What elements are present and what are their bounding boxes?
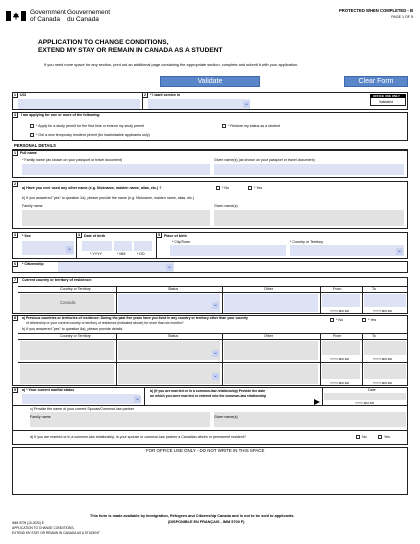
spouse-given-input[interactable] <box>214 412 406 427</box>
prev-col-country: Country or Territory <box>60 334 91 338</box>
service-language-label: * I want service in <box>150 93 181 97</box>
q5-number: 2 <box>14 182 16 186</box>
marriage-date-label-2: on which you were married or entered into the common-law relationship <box>150 394 267 398</box>
other-given-name-input[interactable] <box>214 210 404 226</box>
prev-col-from: From <box>333 334 342 338</box>
country-birth-label: * Country or Territory <box>290 240 324 244</box>
sex-label: * Sex <box>22 234 31 238</box>
q12-number: 9 <box>14 388 16 392</box>
gov-fr-2: du Canada <box>67 16 99 23</box>
form-title-line2: EXTEND MY STAY OR REMAIN IN CANADA AS A STUDENT <box>38 47 223 54</box>
footer-note: This form is made available by Immigration, Refugees and Citizenship Canada and is not to be sold to applicants. <box>90 514 295 518</box>
personal-details-heading: PERSONAL DETAILS <box>14 143 56 148</box>
restore-status-label: * Restore my status as a student <box>228 124 280 128</box>
residence-to-input[interactable] <box>364 294 406 307</box>
canada-flag-icon <box>6 8 26 18</box>
prev-col-to: To <box>372 334 376 338</box>
other-name-no-label: * No <box>222 186 229 190</box>
other-given-name-label: Given name(s) <box>214 204 238 208</box>
given-name-label: Given name(s) (as shown on your passport or travel document) <box>214 158 315 162</box>
gov-fr-1: Gouvernement <box>67 9 110 16</box>
page-number: PAGE 1 OF 5 <box>391 15 413 19</box>
prev-status-2[interactable] <box>118 364 220 384</box>
spouse-given-label-text: Given name(s) <box>214 415 238 419</box>
q7-number: 4 <box>78 233 80 237</box>
other-name-yes-radio[interactable] <box>248 186 252 190</box>
spouse-family-label-text: Family name <box>30 415 51 419</box>
q9-number: 6 <box>14 262 16 266</box>
prev-status-1[interactable] <box>118 341 220 360</box>
study-permit-checkbox[interactable] <box>30 124 34 128</box>
other-name-question: a) Have you ever used any other name (e.g. Nickname, maiden name, alias, etc.) ? <box>22 186 162 190</box>
marriage-date-col: Date <box>368 388 376 392</box>
chevron-down-icon[interactable]: ⌄ <box>166 264 173 270</box>
col-to: To <box>372 287 376 291</box>
to-date-hint: YYYY-MM-DD <box>373 309 393 313</box>
col-other: Other <box>264 287 273 291</box>
marriage-date-input[interactable] <box>324 393 406 400</box>
spouse-citizen-question: d) If you are married or in a common-law relationship, is your spouse or common-law partner a Canadian citizen or permanent resident? <box>30 435 246 439</box>
office-use-title: OFFICE USE ONLY <box>373 94 400 98</box>
dob-month-input[interactable] <box>114 241 132 251</box>
residence-status-select[interactable] <box>118 294 220 312</box>
residence-from-input[interactable] <box>322 294 360 307</box>
prev-residence-yes-label: * Yes <box>368 318 377 322</box>
q8-number: 5 <box>158 233 160 237</box>
spouse-citizen-yes-radio[interactable] <box>378 435 382 439</box>
study-permit-label: * Apply for a study permit for the first time or extend my study permit <box>36 124 145 128</box>
chevron-down-icon[interactable]: ⌄ <box>243 101 250 107</box>
prev-to-1[interactable] <box>364 341 406 355</box>
chevron-down-icon[interactable]: ⌄ <box>212 350 219 356</box>
q4-number: 1 <box>14 151 16 155</box>
trp-label: * Get a new temporary resident permit (for inadmissible applicants only) <box>36 133 150 137</box>
q1-number: 1 <box>14 93 16 97</box>
spouse-citizen-no-label: No <box>362 435 367 439</box>
prev-residence-question-2: of citizenship or your current country or territory of residence (indicated above) for more than six months? <box>26 321 184 325</box>
validated-status: Validated <box>379 100 393 104</box>
residence-country-value: Canada <box>60 300 76 305</box>
marriage-date-hint: YYYY-MM-DD <box>355 401 375 405</box>
q2-number: 2 <box>144 93 146 97</box>
q6-number: 3 <box>14 233 16 237</box>
col-status: Status <box>168 287 179 291</box>
prev-col-other: Other <box>264 334 273 338</box>
dob-day-input[interactable] <box>134 241 152 251</box>
form-title-line1: APPLICATION TO CHANGE CONDITIONS, <box>38 39 169 46</box>
residence-other-input[interactable] <box>224 294 318 312</box>
family-name-label: * Family name (as shown on your passport or travel document) <box>22 158 123 162</box>
apply-for-label: I am applying for one or more of the following: <box>21 113 101 117</box>
gov-en-2: of Canada <box>30 16 60 23</box>
marriage-date-label: b) (If you are married or in a common-law relationship) Provide the date <box>150 389 266 393</box>
dob-year-input[interactable] <box>82 241 112 251</box>
chevron-down-icon[interactable]: ⌄ <box>212 373 219 379</box>
spouse-name-label: c) Provide the name of your current Spouse/Common-law partner <box>30 407 135 411</box>
other-family-name-input[interactable] <box>22 210 210 226</box>
prev-residence-question: a) Previous countries or territories of residence: During the past five years have you lived in any country or territory other than your country <box>22 316 248 320</box>
other-name-yes-label: * Yes <box>254 186 263 190</box>
current-residence-label: Current country or territory of residence: <box>22 278 92 282</box>
uci-input[interactable] <box>18 99 140 109</box>
spouse-citizen-no-radio[interactable] <box>356 435 360 439</box>
chevron-down-icon[interactable]: ⌄ <box>134 396 141 402</box>
office-use-area <box>12 447 408 495</box>
prev-from-1[interactable] <box>322 341 360 355</box>
footer-form-id: IMM 5709 (10-2020) E <box>12 521 44 525</box>
footer-french: (DISPONIBLE EN FRANÇAIS - IMM 5709 F) <box>168 520 245 524</box>
col-from: From <box>333 287 342 291</box>
prev-from-2[interactable] <box>322 364 360 379</box>
col-country: Country or Territory <box>60 287 91 291</box>
protected-label: PROTECTED WHEN COMPLETED - B <box>339 8 413 13</box>
pob-label: Place of birth <box>164 234 187 238</box>
prev-other-1[interactable] <box>224 341 318 360</box>
q11-number: 8 <box>14 316 16 320</box>
dob-month-hint: * MM <box>117 252 126 256</box>
q3-number: 3 <box>14 113 16 117</box>
footer-title-2: EXTEND MY STAY OR REMAIN IN CANADA AS A STUDENT <box>12 531 100 535</box>
spouse-citizen-yes-label: Yes <box>384 435 390 439</box>
prev-to-hint-1: YYYY-MM-DD <box>373 357 393 361</box>
uci-label: UCI <box>20 93 27 97</box>
city-input[interactable] <box>170 245 286 256</box>
arrow-right-icon <box>314 392 320 398</box>
chevron-down-icon[interactable]: ⌄ <box>396 248 403 254</box>
q10-number: 7 <box>14 278 16 282</box>
prev-from-hint-2: YYYY-MM-DD <box>330 381 350 385</box>
prev-residence-no-label: * No <box>336 318 343 322</box>
citizenship-label: * Citizenship <box>22 262 44 266</box>
other-name-b-label: b) If you answered "yes" to question 2a), please provide the name (e.g. Nickname, maiden name, alias, etc.) <box>22 196 195 200</box>
prev-other-2[interactable] <box>224 364 318 384</box>
marital-status-label: a) * Your current marital status <box>22 388 75 392</box>
validate-button[interactable]: Validate <box>160 76 260 87</box>
dob-day-hint: * DD <box>137 252 145 256</box>
marital-status-select[interactable] <box>22 394 140 404</box>
prev-residence-no-radio[interactable] <box>330 318 334 322</box>
prev-country-2[interactable] <box>20 364 114 384</box>
citizenship-select[interactable] <box>58 262 174 272</box>
city-label: * City/Town <box>172 240 190 244</box>
prev-to-hint-2: YYYY-MM-DD <box>373 381 393 385</box>
trp-checkbox[interactable] <box>30 133 34 137</box>
prev-to-2[interactable] <box>364 364 406 379</box>
given-name-input[interactable] <box>214 164 404 175</box>
prev-col-status: Status <box>168 334 179 338</box>
restore-status-checkbox[interactable] <box>222 124 226 128</box>
prev-from-hint-1: YYYY-MM-DD <box>330 357 350 361</box>
office-use-heading: FOR OFFICE USE ONLY - DO NOT WRITE IN THIS SPACE <box>146 448 265 453</box>
prev-residence-b-label: b) If you answered "yes" to question 8a), please provide details <box>22 327 123 331</box>
instructions: If you need more space for any section, print out an additional page containing the appropriate section, complete and submit it with your application. <box>44 62 299 67</box>
spouse-family-input[interactable] <box>30 412 210 427</box>
full-name-label: Full name <box>20 151 37 155</box>
dob-label: Date of birth <box>84 234 106 238</box>
footer-title-1: APPLICATION TO CHANGE CONDITIONS, <box>12 526 75 530</box>
service-language-select[interactable] <box>148 99 250 109</box>
prev-country-1[interactable] <box>20 341 114 360</box>
chevron-down-icon[interactable]: ⌄ <box>66 246 73 252</box>
gov-en-1: Government <box>30 9 66 16</box>
clear-form-button[interactable]: Clear Form <box>344 76 408 87</box>
prev-residence-yes-radio[interactable] <box>362 318 366 322</box>
chevron-down-icon[interactable]: ⌄ <box>212 302 219 308</box>
dob-year-hint: * YYYY <box>90 252 102 256</box>
other-name-no-radio[interactable] <box>216 186 220 190</box>
family-name-input[interactable] <box>22 164 210 175</box>
from-date-hint: YYYY-MM-DD <box>330 309 350 313</box>
country-birth-select[interactable] <box>290 245 404 256</box>
other-family-name-label: Family name <box>22 204 43 208</box>
